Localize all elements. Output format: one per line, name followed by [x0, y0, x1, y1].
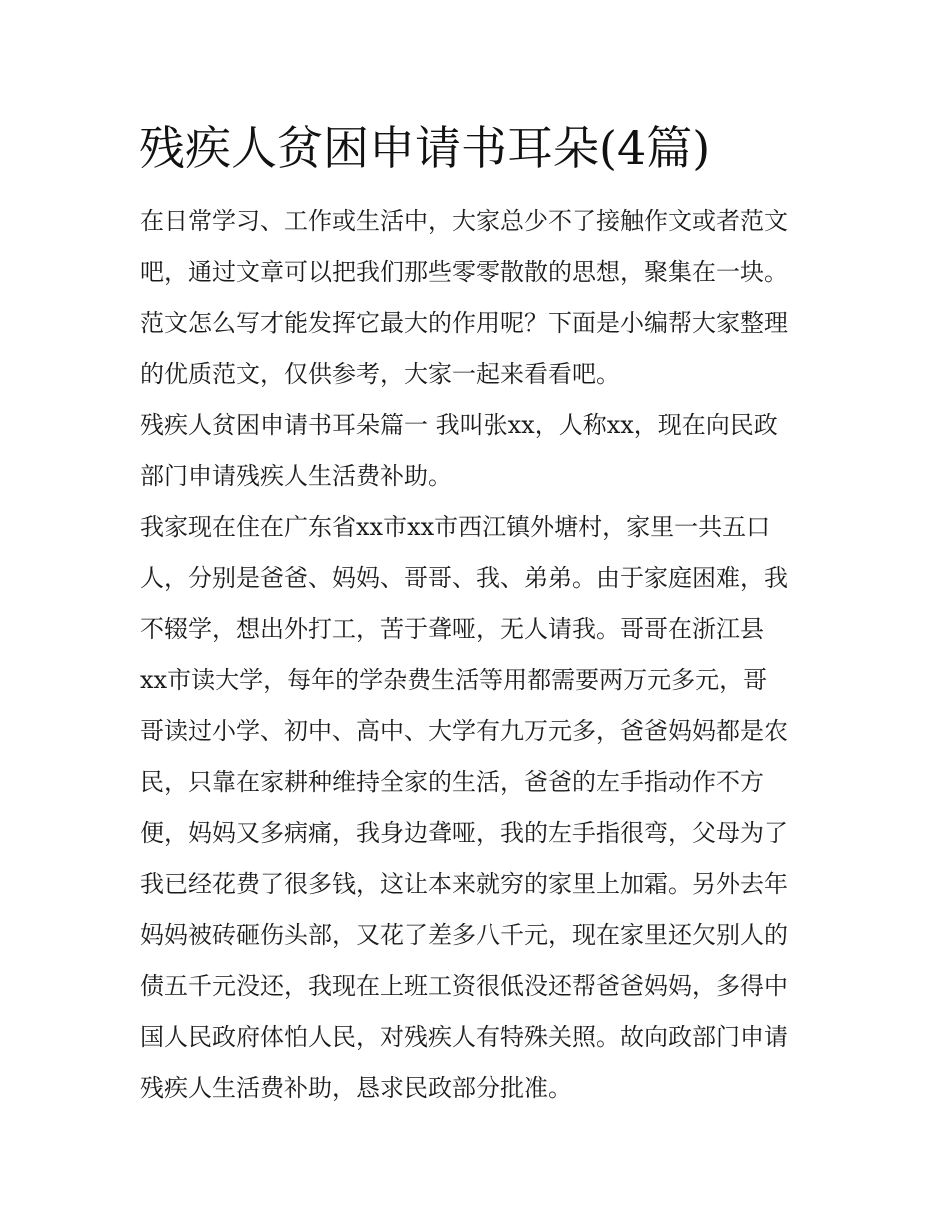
- text-line: 债五千元没还，我现在上班工资很低没还帮爸爸妈妈，多得中: [140, 972, 788, 1000]
- text-line: 吧，通过文章可以把我们那些零零散散的思想，聚集在一块。: [140, 258, 788, 286]
- text-line: 国人民政府体怕人民，对残疾人有特殊关照。故向政部门申请: [140, 1023, 788, 1051]
- text-line: xx市读大学，每年的学杂费生活等用都需要两万元多元，哥: [140, 666, 768, 694]
- paragraph-family-situation: [140, 502, 812, 1114]
- text-line: 我已经花费了很多钱，这让本来就穷的家里上加霜。另外去年: [140, 870, 788, 898]
- text-line: 范文怎么写才能发挥它最大的作用呢？下面是小编帮大家整理: [140, 309, 788, 337]
- text-line: 在日常学习、工作或生活中，大家总少不了接触作文或者范文: [140, 207, 788, 235]
- text-line: 残疾人生活费补助，恳求民政部分批准。: [140, 1074, 572, 1102]
- text-line: 部门申请残疾人生活费补助。: [140, 462, 452, 490]
- text-line: 残疾人贫困申请书耳朵篇一 我叫张xx，人称xx，现在向民政: [140, 411, 778, 439]
- text-line: 不辍学，想出外打工，苦于聋哑，无人请我。哥哥在浙江县: [140, 615, 764, 643]
- text-line: 的优质范文，仅供参考，大家一起来看看吧。: [140, 360, 620, 388]
- document-body: [140, 196, 812, 1114]
- text-line: 哥读过小学、初中、高中、大学有九万元多，爸爸妈妈都是农: [140, 717, 788, 745]
- text-line: 我家现在住在广东省xx市xx市西江镇外塘村，家里一共五口: [140, 513, 771, 541]
- paragraph-intro: [140, 196, 812, 400]
- text-line: 便，妈妈又多病痛，我身边聋哑，我的左手指很弯，父母为了: [140, 819, 788, 847]
- paragraph-section-one-heading: [140, 400, 812, 502]
- document-title: 残疾人贫困申请书耳朵(4篇): [139, 121, 711, 175]
- text-line: 妈妈被砖砸伤头部，又花了差多八千元，现在家里还欠别人的: [140, 921, 788, 949]
- text-line: 民，只靠在家耕种维持全家的生活，爸爸的左手指动作不方: [140, 768, 764, 796]
- text-line: 人，分别是爸爸、妈妈、哥哥、我、弟弟。由于家庭困难，我: [140, 564, 788, 592]
